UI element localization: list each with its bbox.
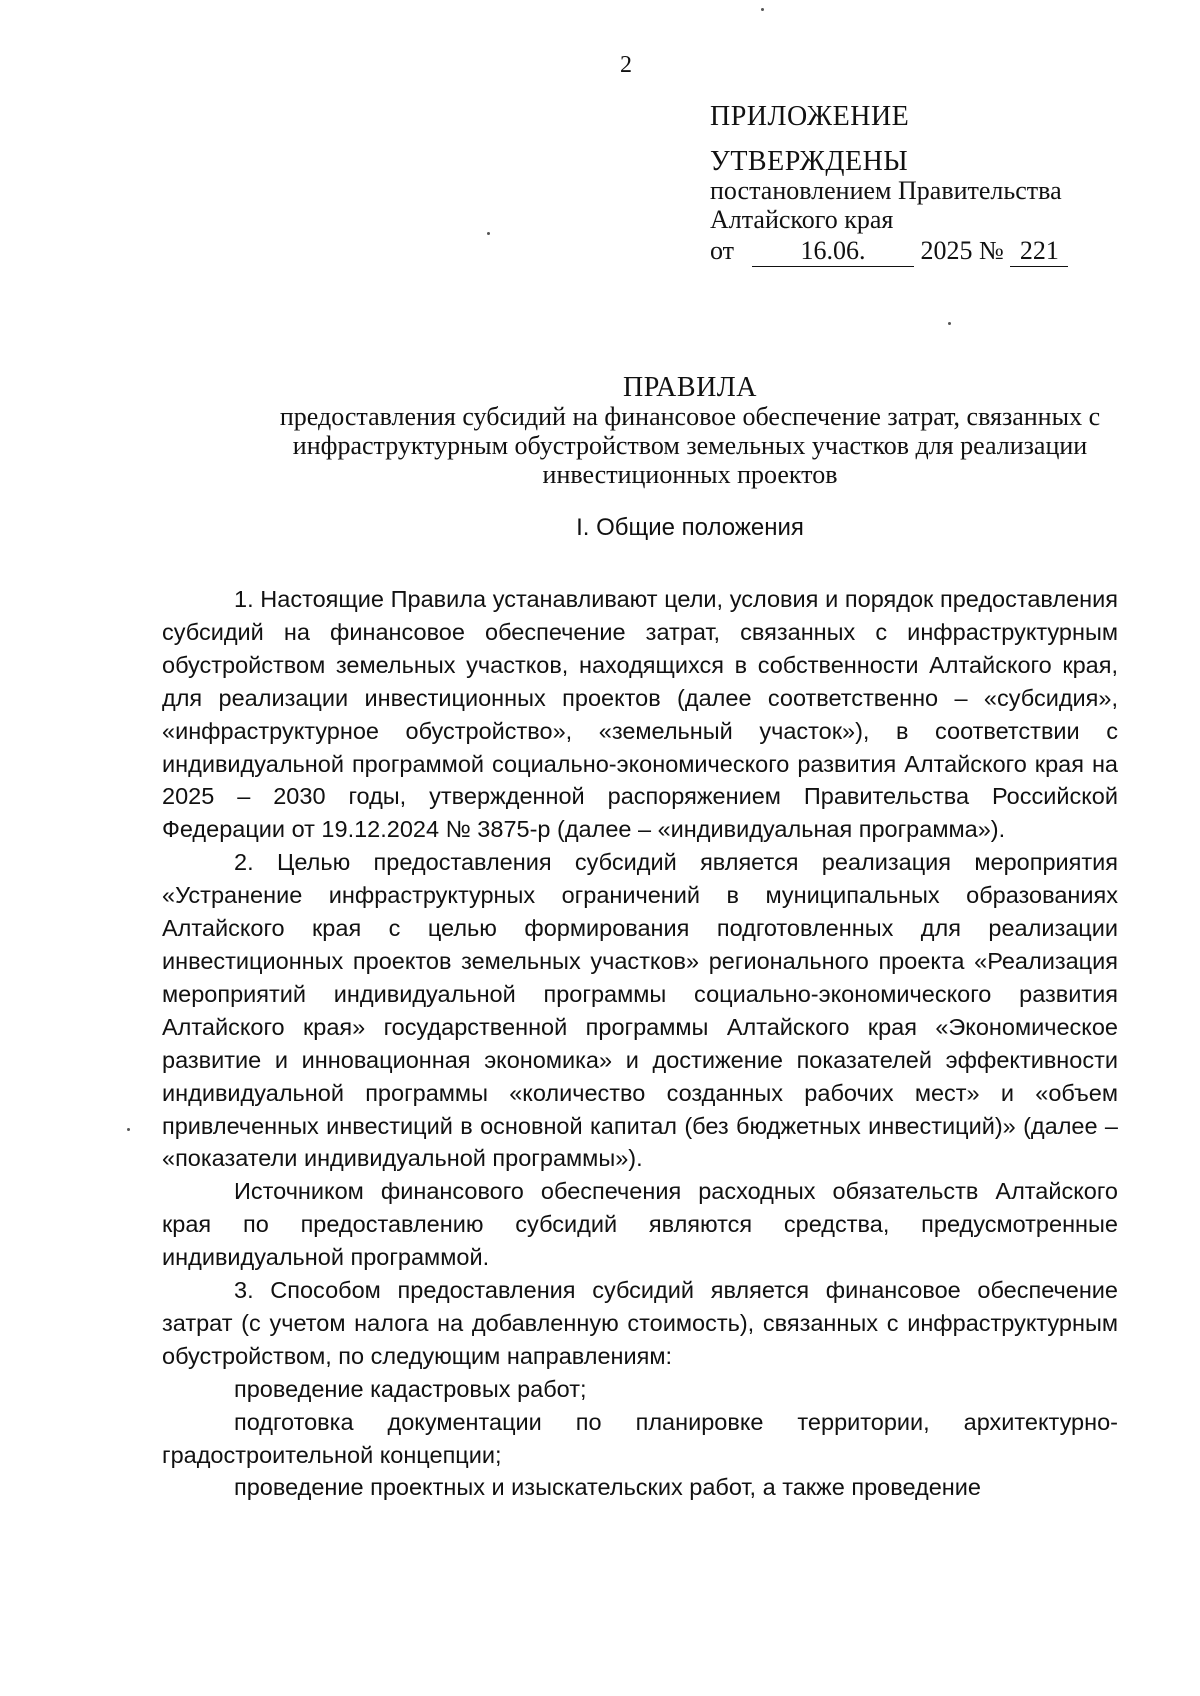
approval-line-2: Алтайского края — [710, 205, 894, 234]
scan-speck — [948, 322, 951, 325]
paragraph: проведение проектных и изыскательских работ, а также проведение — [234, 1474, 981, 1501]
approval-number: 221 — [1010, 236, 1068, 267]
body-text — [162, 583, 1118, 1504]
section-heading: I. Общие положения — [576, 514, 804, 541]
scan-speck — [761, 8, 764, 11]
paragraph: 1. Настоящие Правила устанавливают цели, условия и порядок предоставления субсидий на финансовое обеспечение затрат, связанных с инфраструктурным обустройством земельных участков, находящихся в собственности Алтайского края, для реализации инвестиционных проектов (далее соответственно – «субсидия», «инфраструктурное обустройство», «земельный участок»), в соответствии с индивидуальной программой социально-экономического развития Алтайского края на 2025 – 2030 годы, утвержденной распоряжением Правительства Российской Федерации от 19.12.2024 № 3875-р (далее – «индивидуальная программа»). — [162, 586, 1118, 843]
subtitle-line: инвестиционных проектов — [542, 460, 838, 489]
paragraph: 2. Целью предоставления субсидий является реализация мероприятия «Устранение инфраструктурных ограничений в муниципальных образованиях Алтайского края с целью формирования подготовленных для реализации инвестиционных проектов земельных участков» регионального проекта «Реализация мероприятий индивидуальной программы социально-экономического развития Алтайского края» государственной программы Алтайского края «Экономическое развитие и инновационная экономика» и достижение показателей эффективности индивидуальной программы «количество созданных рабочих мест» и «объем привлеченных инвестиций в основной капитал (без бюджетных инвестиций)» (далее – «показатели индивидуальной программы»). — [162, 849, 1118, 1172]
scan-speck — [127, 1128, 130, 1131]
document-subtitle — [160, 402, 1200, 489]
subtitle-line: инфраструктурным обустройством земельных участков для реализации — [292, 431, 1088, 460]
approval-year: 2025 № — [920, 236, 1004, 265]
page-number: 2 — [620, 52, 632, 78]
approval-date-row — [710, 236, 1068, 267]
approval-block — [710, 102, 1068, 267]
scan-speck — [487, 232, 490, 235]
appendix-label: ПРИЛОЖЕНИЕ — [710, 101, 910, 132]
paragraph: 3. Способом предоставления субсидий является финансовое обеспечение затрат (с учетом налога на добавленную стоимость), связанных с инфраструктурным обустройством, по следующим направлениям: — [162, 1277, 1118, 1369]
subtitle-line: предоставления субсидий на финансовое обеспечение затрат, связанных с — [279, 402, 1101, 431]
approval-line-1: постановлением Правительства — [710, 176, 1062, 205]
approval-date: 16.06. — [752, 236, 914, 267]
from-label: от — [710, 236, 735, 265]
paragraph: Источником финансового обеспечения расходных обязательств Алтайского края по предоставлению субсидий являются средства, предусмотренные индивидуальной программой. — [162, 1178, 1118, 1271]
paragraph: проведение кадастровых работ; — [234, 1375, 587, 1402]
document-title: ПРАВИЛА — [622, 372, 758, 403]
approved-label: УТВЕРЖДЕНЫ — [710, 146, 909, 177]
paragraph: подготовка документации по планировке территории, архитектурно-градостроительной концепции; — [162, 1408, 1118, 1468]
